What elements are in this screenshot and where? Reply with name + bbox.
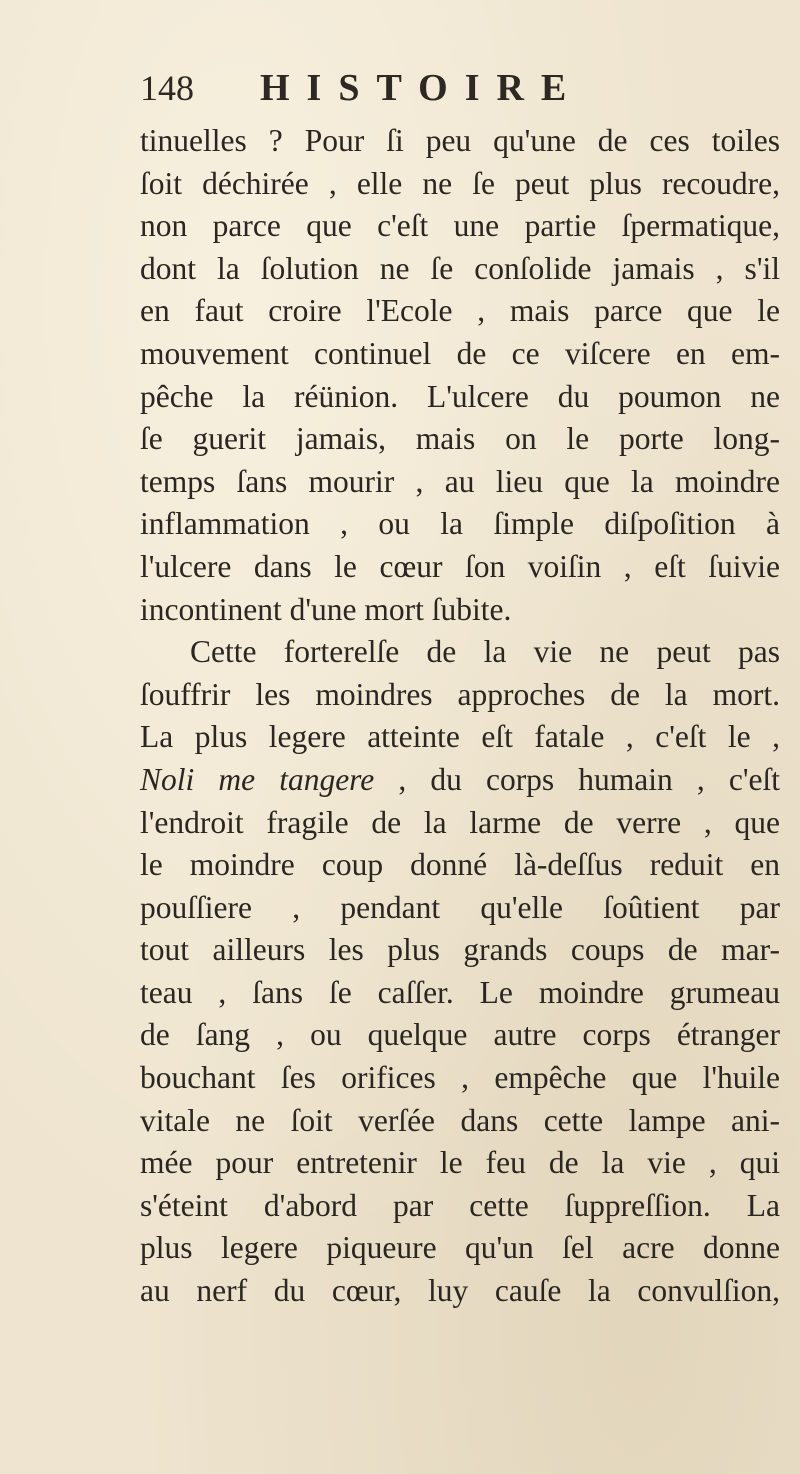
running-title: HISTOIRE [260,67,584,109]
text-line: pouſſiere , pendant qu'elle ſoûtient par [140,889,780,925]
text-line: teau , ſans ſe caſſer. Le moindre grumeau [140,974,780,1010]
text-line: s'éteint d'abord par cette ſuppreſſion. La [140,1187,780,1223]
text-line: mée pour entretenir le feu de la vie , qui [140,1145,780,1181]
text-line: en faut croire l'Ecole , mais parce que le [140,293,780,329]
body-text [140,120,780,1313]
text-line: La plus legere atteinte eſt fatale , c'eſt le , [140,719,780,755]
text-line: pêche la réünion. L'ulcere du poumon ne [140,378,780,414]
text-line: non parce que c'eſt une partie ſpermatique, [140,208,780,244]
text-line: mouvement continuel de ce viſcere en em- [140,335,780,371]
text-line: dont la ſolution ne ſe conſolide jamais , s'il [140,250,780,286]
text-line: l'ulcere dans le cœur ſon voiſin , eſt ſuivie [140,548,780,584]
italic-phrase: Noli me tangere [140,761,375,797]
text-line: tinuelles ? Pour ſi peu qu'une de ces toiles [140,123,780,158]
text-line: ſoit déchirée , elle ne ſe peut plus recoudre, [140,165,780,201]
text-line: tout ailleurs les plus grands coups de mar- [140,932,780,968]
text-line-with-italic [140,759,780,802]
text-line: plus legere piqueure qu'un ſel acre donne [140,1230,780,1266]
page-header [140,66,760,116]
text-line: bouchant ſes orifices , empêche que l'huile [140,1060,780,1096]
text-span: , du corps humain , c'eſt [374,761,781,797]
text-line: temps ſans mourir , au lieu que la moindre [140,463,780,499]
page-number: 148 [140,68,194,108]
text-line: inflammation , ou la ſimple diſpoſition à [140,506,780,542]
text-line: incontinent d'une mort ſubite. [140,591,512,627]
text-line: ſe guerit jamais, mais on le porte long- [140,421,780,457]
text-line: le moindre coup donné là-deſſus reduit en [140,847,780,883]
text-line: vitale ne ſoit verſée dans cette lampe ani- [140,1102,780,1138]
text-line: de ſang , ou quelque autre corps étranger [140,1017,780,1053]
text-line: Cette forterelſe de la vie ne peut pas [190,634,780,670]
text-line: l'endroit fragile de la larme de verre , que [140,804,780,840]
text-line: au nerf du cœur, luy cauſe la convulſion, [140,1273,780,1309]
text-line: ſouffrir les moindres approches de la mort. [140,676,780,712]
